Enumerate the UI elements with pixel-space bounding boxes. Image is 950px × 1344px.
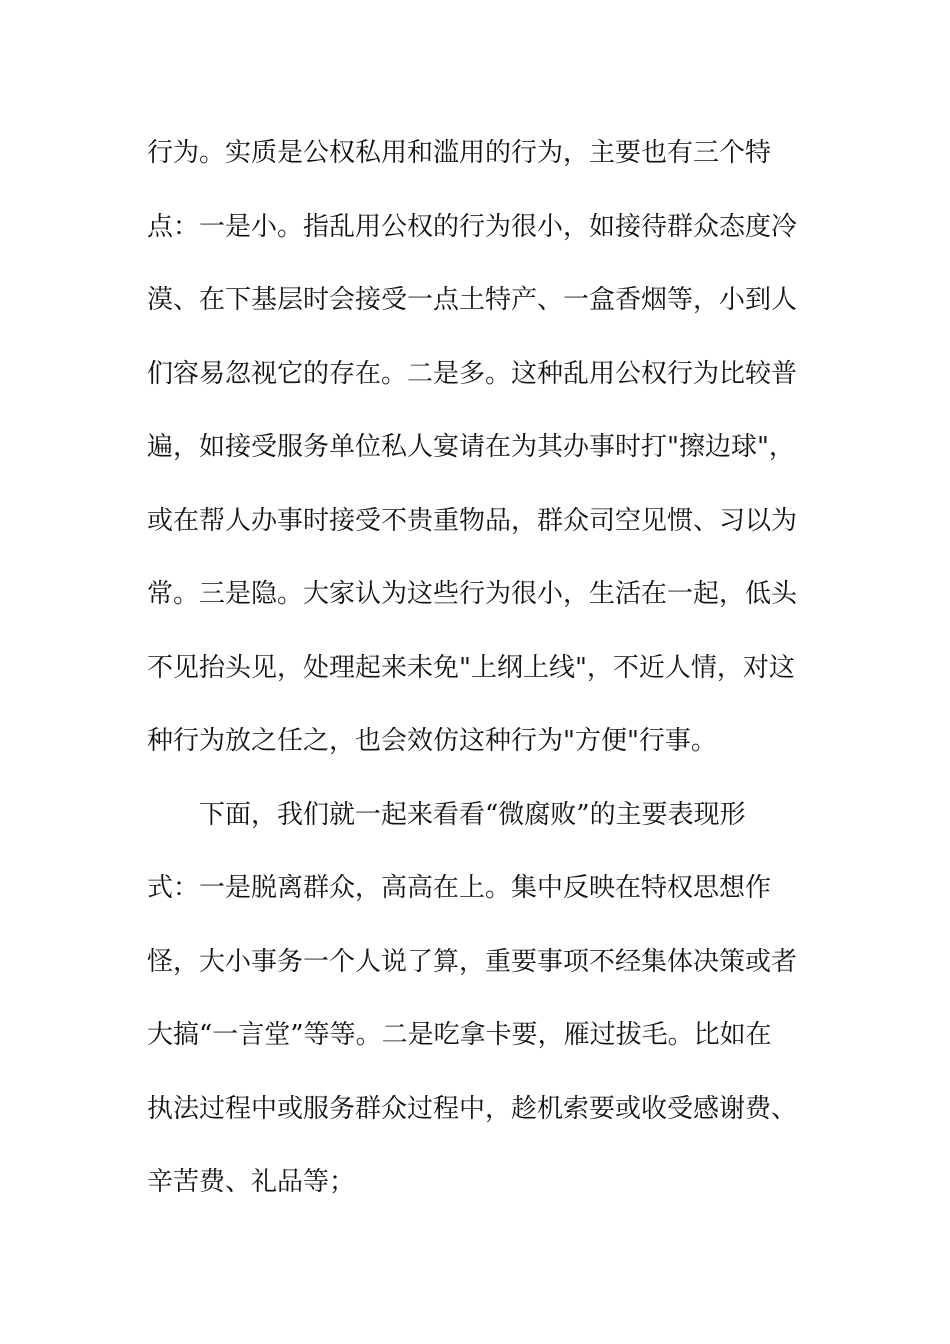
text-line-8: 不见抬头见，处理起来未免"上纲上线"，不近人情，对这	[147, 652, 795, 683]
text-line-7: 常。三是隐。大家认为这些行为很小，生活在一起，低头	[147, 579, 798, 609]
text-line-11: 式：一是脱离群众，高高在上。集中反映在特权思想作	[147, 873, 772, 903]
text-line-12: 怪，大小事务一个人说了算，重要事项不经集体决策或者	[147, 946, 798, 977]
text-line-1: 行为。实质是公权私用和滥用的行为，主要也有三个特	[147, 138, 772, 168]
text-line-4: 们容易忽视它的存在。二是多。这种乱用公权行为比较普	[147, 358, 798, 389]
text-line-14: 执法过程中或服务群众过程中，趁机索要或收受感谢费、	[147, 1093, 798, 1124]
text-line-10: 下面，我们就一起来看看“微腐败”的主要表现形	[199, 799, 746, 830]
text-line-3: 漠、在下基层时会接受一点土特产、一盒香烟等，小到人	[147, 285, 798, 315]
text-line-5: 遍，如接受服务单位私人宴请在为其办事时打"擦边球"，	[147, 432, 795, 462]
text-line-6: 或在帮人办事时接受不贵重物品，群众司空见惯、习以为	[147, 505, 798, 536]
text-line-15: 辛苦费、礼品等；	[147, 1167, 356, 1197]
body-text	[147, 128, 798, 1231]
text-line-13: 大搞“一言堂”等等。二是吃拿卡要，雁过拔毛。比如在	[147, 1020, 772, 1050]
text-line-2: 点：一是小。指乱用公权的行为很小，如接待群众态度冷	[147, 211, 798, 242]
text-line-9: 种行为放之任之，也会效仿这种行为"方便"行事。	[147, 726, 717, 756]
